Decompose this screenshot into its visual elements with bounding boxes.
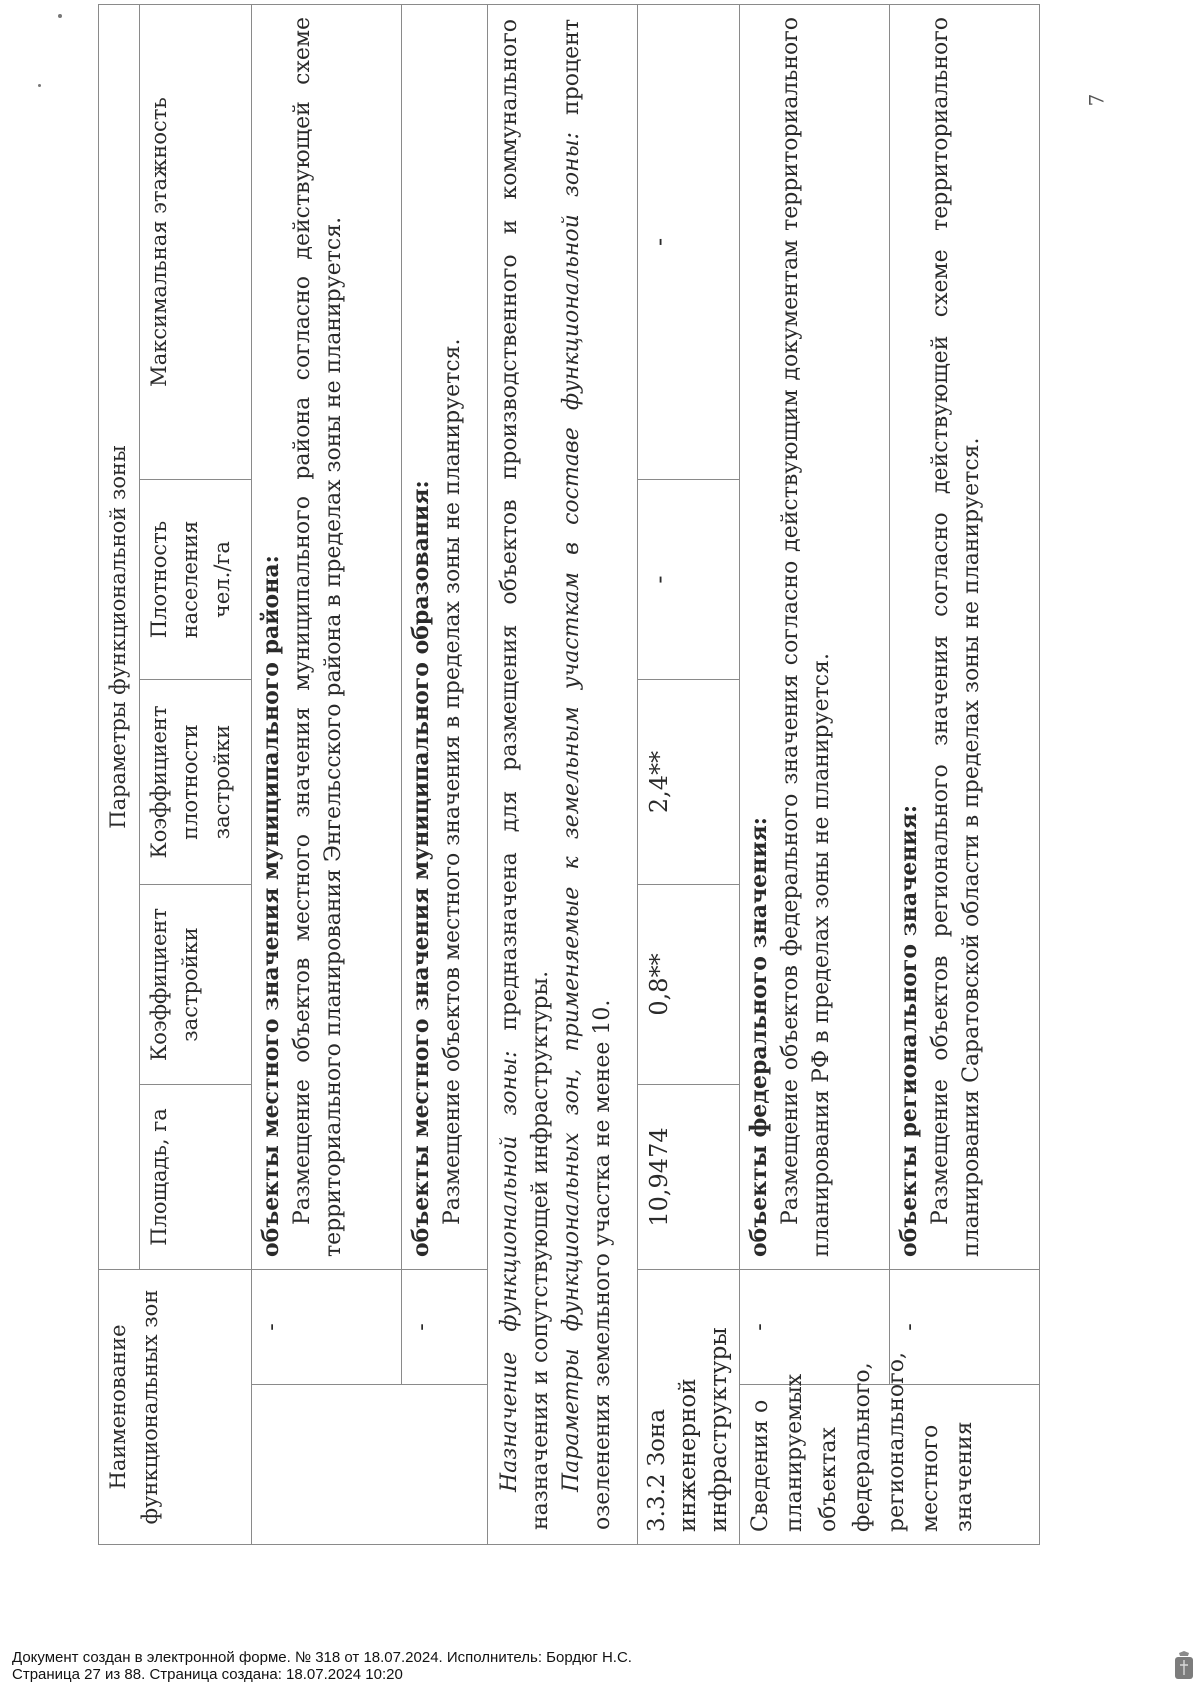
- row-content-cell: [251, 4, 401, 1269]
- row-content-cell: [739, 4, 889, 1269]
- header-area: Площадь, га: [139, 1085, 251, 1270]
- table-row: [401, 4, 487, 1544]
- footer-line-2: Страница 27 из 88. Страница создана: 18.07.2024 10:20: [12, 1666, 403, 1683]
- purpose-label: Назначение функциональной зоны:: [496, 1050, 522, 1492]
- document-footer: [12, 1649, 632, 1683]
- row-name-cell: -: [889, 1270, 1039, 1385]
- zone-row: [637, 4, 739, 1544]
- functional-zones-table: [98, 4, 1040, 1545]
- row-content-cell: [401, 4, 487, 1269]
- object-category-text: Размещение объектов местного значения муниципального района согласно действующей схеме территориального планирования Энгельсского района в пределах зоны не планируется.: [289, 16, 346, 1257]
- row-name-cell: -: [401, 1270, 487, 1385]
- params-label: Параметры функциональных зон, применяемые к земельным участкам в составе функциональной зоны:: [558, 132, 584, 1492]
- params-text: процент озеленения земельного участка не менее 10.: [558, 18, 616, 1530]
- rotated-page-content: [98, 5, 1078, 1545]
- purpose-cell: [487, 4, 637, 1544]
- coat-of-arms-icon: [1173, 1651, 1195, 1681]
- header-max-floors: Максимальная этажность: [139, 4, 251, 479]
- object-category-text: Размещение объектов федерального значения согласно действующим документам территориального планирования РФ в пределах зоны не планируется.: [777, 16, 835, 1257]
- row-name-cell: -: [739, 1270, 889, 1385]
- page-number: 7: [1084, 93, 1109, 107]
- purpose-paragraph: [494, 19, 556, 1530]
- zone-max-floors: -: [637, 4, 739, 479]
- table-row: [251, 4, 401, 1544]
- footer-line-1: Документ создан в электронной форме. № 318 от 18.07.2024. Исполнитель: Бордюг Н.С.: [12, 1649, 632, 1666]
- purpose-text: предназначена для размещения объектов производственного и коммунального назначения и сопутствующей инфраструктуры.: [496, 18, 553, 1530]
- info-label: Сведения о планируемых объектах федерального, регионального, местного значения: [739, 1385, 1039, 1545]
- row-content-cell: [889, 4, 1039, 1269]
- info-row: [889, 4, 1039, 1544]
- object-category-title: объекты местного значения муниципального образования:: [407, 480, 434, 1257]
- scan-speck: [58, 14, 62, 18]
- header-population-density: Плотность населения чел./га: [139, 480, 251, 680]
- object-category-text: Размещение объектов местного значения в пределах зоны не планируется.: [439, 338, 465, 1225]
- header-params-group: Параметры функциональной зоны: [99, 4, 140, 1269]
- zone-area: 10,9474: [637, 1085, 739, 1270]
- object-category-title: объекты регионального значения:: [895, 805, 922, 1257]
- params-paragraph: [556, 19, 618, 1530]
- zone-build-coef: 0,8**: [637, 885, 739, 1085]
- object-category-title: объекты федерального значения:: [745, 817, 772, 1257]
- object-category-text: Размещение объектов регионального значения согласно действующей схеме территориального планирования Саратовской области в пределах зоны не планируется.: [927, 16, 985, 1257]
- info-row: [739, 4, 889, 1544]
- header-zone-name: Наименование функциональных зон: [99, 1270, 252, 1545]
- zone-name: 3.3.2 Зона инженерной инфраструктуры: [637, 1270, 739, 1545]
- header-build-coef: Коэффициент застройки: [139, 885, 251, 1085]
- zone-population-density: -: [637, 480, 739, 680]
- purpose-row: [487, 4, 637, 1544]
- row-name-cell: -: [251, 1270, 401, 1385]
- object-category-title: объекты местного значения муниципального района:: [257, 555, 284, 1257]
- zone-density-coef: 2,4**: [637, 680, 739, 885]
- scan-speck: [38, 84, 41, 87]
- header-density-coef: Коэффициент плотности застройки: [139, 680, 251, 885]
